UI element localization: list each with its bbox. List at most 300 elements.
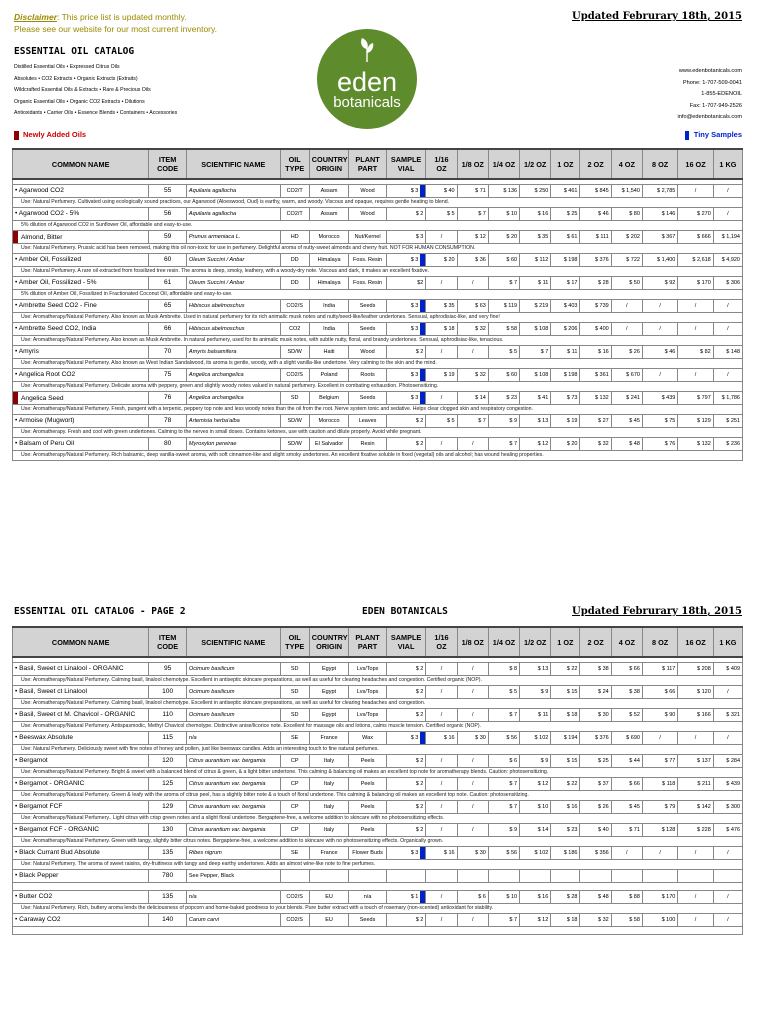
tiny-samples-legend: [685, 130, 742, 140]
category-line: Antioxidants • Carrier Oils • Essence Blends • Containers • Accessories: [14, 110, 178, 117]
tiny-samples-label: Tiny Samples: [693, 130, 742, 139]
price-cell: $ 16: [520, 207, 551, 220]
disclaimer-label: Disclaimer: [14, 12, 57, 22]
table-row[interactable]: [13, 731, 743, 744]
page2-title: ESSENTIAL OIL CATALOG - PAGE 2: [14, 606, 186, 617]
table-row[interactable]: [13, 391, 743, 404]
usage-note-text: Use: Aromatherapy/Natural Perfumery. Calming basil, linalool chemotype. Excellent in antiseptic skincare preparations, as well as useful for clearing headaches and congestion. Certified organic (NOP).: [21, 677, 482, 683]
price-cell: $ 270: [678, 207, 713, 220]
oil-type: SD: [280, 391, 309, 404]
price-cell: $ 102: [520, 731, 551, 744]
plant-part: Seeds: [349, 299, 386, 312]
price-cell: $ 18: [551, 913, 580, 926]
scientific-name: Angelica archangelica: [186, 368, 280, 381]
price-cell: $ 111: [580, 230, 611, 243]
country-origin: Himalaya: [309, 276, 349, 289]
email-link[interactable]: info@edenbotanicals.com: [677, 114, 742, 121]
sample-vial-tiny: $ 3: [386, 391, 426, 404]
oil-type: CO2/T: [280, 184, 309, 197]
price-cell: /: [426, 685, 457, 698]
column-header: ITEM CODE: [149, 149, 186, 179]
price-cell: $ 32: [580, 437, 611, 450]
catalog-title: ESSENTIAL OIL CATALOG: [14, 46, 135, 57]
sample-vial-tiny: $ 3: [386, 253, 426, 266]
price-cell: [426, 869, 457, 882]
price-cell: $ 13: [520, 662, 551, 675]
item-code: 110: [149, 708, 186, 721]
sample-vial: $ 2: [386, 800, 426, 813]
price-cell: $ 30: [580, 708, 611, 721]
leaf-icon: [359, 37, 375, 63]
column-header: 8 OZ: [642, 149, 677, 179]
table-row[interactable]: [13, 299, 743, 312]
common-name: • Bergamot FCF: [13, 800, 149, 813]
oil-type: CO2/T: [280, 207, 309, 220]
table-row[interactable]: [13, 368, 743, 381]
table-row[interactable]: [13, 662, 743, 675]
sample-vial: $2: [386, 276, 426, 289]
price-cell: $ 23: [488, 391, 519, 404]
plant-part: Foss. Resin: [349, 253, 386, 266]
price-cell: $ 5: [426, 207, 457, 220]
country-origin: Egypt: [309, 685, 349, 698]
country-origin: Egypt: [309, 708, 349, 721]
price-cell: $ 12: [520, 437, 551, 450]
scientific-name: Oleum Succini / Anbar: [186, 253, 280, 266]
price-cell: $ 18: [551, 708, 580, 721]
price-table-page1: [12, 148, 743, 461]
price-cell: $ 15: [551, 754, 580, 767]
column-header: 4 OZ: [611, 627, 642, 657]
price-cell: $ 15: [551, 685, 580, 698]
common-name: • Agarwood CO2: [13, 184, 149, 197]
sample-vial-tiny: $ 3: [386, 846, 426, 859]
new-oil-marker: [13, 231, 18, 243]
item-code: 95: [149, 662, 186, 675]
item-code: 70: [149, 345, 186, 358]
usage-note: [13, 790, 743, 800]
column-header: SAMPLE VIAL: [386, 149, 426, 179]
table-row[interactable]: [13, 230, 743, 243]
plant-part: Seeds: [349, 322, 386, 335]
common-name: • Balsam of Peru Oil: [13, 437, 149, 450]
usage-note: [13, 767, 743, 777]
price-cell: [520, 869, 551, 882]
oil-type: SD: [280, 685, 309, 698]
price-cell: $ 690: [611, 731, 642, 744]
sample-vial: $ 2: [386, 754, 426, 767]
usage-note-text: Use: Natural Perfumery. Rich, buttery aroma lends the deliciousness of popcorn and home-baked goodness to your blends. Pure butter extract with a touch of rosemary (non-scented) antioxidant for stability.: [21, 905, 494, 911]
table-row[interactable]: [13, 777, 743, 790]
oil-type: CO2/S: [280, 913, 309, 926]
country-origin: France: [309, 846, 349, 859]
country-origin: Italy: [309, 800, 349, 813]
item-code: 60: [149, 253, 186, 266]
table-row[interactable]: [13, 890, 743, 903]
sample-vial-tiny: $ 3: [386, 731, 426, 744]
column-header: 16 OZ: [678, 627, 713, 657]
country-origin: Assam: [309, 184, 349, 197]
table-row[interactable]: [13, 869, 743, 882]
price-cell: /: [713, 184, 742, 197]
price-cell: [551, 869, 580, 882]
price-cell: $ 56: [488, 731, 519, 744]
price-cell: $ 118: [642, 777, 677, 790]
price-cell: /: [713, 913, 742, 926]
usage-note: [13, 859, 743, 869]
price-cell: $ 30: [457, 731, 488, 744]
item-code: 65: [149, 299, 186, 312]
price-cell: $ 45: [611, 414, 642, 427]
table-row[interactable]: [13, 253, 743, 266]
scientific-name: Aquilaria agallocha: [186, 184, 280, 197]
price-cell: $ 7: [488, 913, 519, 926]
price-cell: $ 12: [520, 777, 551, 790]
newly-added-label: Newly Added Oils: [23, 130, 87, 139]
table-row[interactable]: [13, 754, 743, 767]
plant-part: Resin: [349, 437, 386, 450]
plant-part: Peels: [349, 823, 386, 836]
price-cell: /: [426, 437, 457, 450]
country-origin: Italy: [309, 754, 349, 767]
price-cell: $ 236: [713, 437, 742, 450]
page2-brand: EDEN BOTANICALS: [362, 606, 448, 617]
eden-botanicals-logo: [317, 29, 417, 129]
price-cell: $ 14: [457, 391, 488, 404]
price-cell: $ 722: [611, 253, 642, 266]
price-cell: $ 7: [457, 207, 488, 220]
sample-vial: $ 2: [386, 777, 426, 790]
price-cell: $ 73: [551, 391, 580, 404]
table-row[interactable]: [13, 276, 743, 289]
table-row[interactable]: [13, 414, 743, 427]
sample-vial: $ 2: [386, 414, 426, 427]
price-cell: $ 142: [678, 800, 713, 813]
price-cell: $ 198: [551, 368, 580, 381]
sample-vial: $ 3: [386, 230, 426, 243]
price-cell: /: [426, 890, 457, 903]
price-cell: $ 228: [678, 823, 713, 836]
price-cell: $ 60: [488, 368, 519, 381]
price-cell: $ 24: [580, 685, 611, 698]
price-cell: $ 845: [580, 184, 611, 197]
price-cell: $ 400: [580, 322, 611, 335]
price-cell: $ 37: [580, 777, 611, 790]
item-code: 59: [149, 230, 186, 243]
oil-type: CP: [280, 800, 309, 813]
price-cell: $ 30: [457, 846, 488, 859]
price-cell: $ 1,786: [713, 391, 742, 404]
price-cell: /: [457, 777, 488, 790]
plant-part: Wax: [349, 731, 386, 744]
price-cell: [488, 869, 519, 882]
scientific-name: Ocimum basilicum: [186, 708, 280, 721]
oil-type: CP: [280, 754, 309, 767]
price-cell: $ 66: [642, 685, 677, 698]
usage-note: [13, 836, 743, 846]
item-code: 125: [149, 777, 186, 790]
oil-type: DD: [280, 253, 309, 266]
price-cell: $ 112: [520, 253, 551, 266]
table-row[interactable]: [13, 823, 743, 836]
price-cell: $ 22: [551, 777, 580, 790]
sample-vial: $ 2: [386, 437, 426, 450]
common-name: • Agarwood CO2 - 5%: [13, 207, 149, 220]
common-name: • Black Currant Bud Absolute: [13, 846, 149, 859]
table-row[interactable]: [13, 846, 743, 859]
country-origin: Assam: [309, 207, 349, 220]
price-cell: /: [678, 890, 713, 903]
price-cell: $ 16: [426, 731, 457, 744]
common-name: • Bergamot: [13, 754, 149, 767]
price-cell: $ 63: [457, 299, 488, 312]
scientific-name: Oleum Succini / Anbar: [186, 276, 280, 289]
plant-part: Wood: [349, 184, 386, 197]
usage-note-text: Use: Natural Perfumery. A rare oil extracted from fossilized tree resin. The aroma is deep, smoky, leathery, with a woody-dry note. Viscous and dark, it makes an excellent fixative.: [21, 268, 430, 274]
column-header: COUNTRY ORIGIN: [309, 149, 349, 179]
price-cell: /: [426, 345, 457, 358]
sample-vial-tiny: $ 3: [386, 184, 426, 197]
price-cell: /: [426, 823, 457, 836]
country-origin: Himalaya: [309, 253, 349, 266]
price-cell: [611, 869, 642, 882]
item-code: 55: [149, 184, 186, 197]
usage-note: [13, 721, 743, 731]
price-cell: $ 9: [520, 685, 551, 698]
usage-note-text: Use: Natural Perfumery. Cultivated using ecologically sound practices, our Agarwood (Aloeswood, Oud) is earthy, warm, and woody. Viscous and opaque, requires gentle heating to blend.: [21, 199, 450, 205]
price-cell: /: [457, 276, 488, 289]
price-cell: $ 7: [488, 777, 519, 790]
oil-type: DD: [280, 276, 309, 289]
price-cell: $ 439: [713, 777, 742, 790]
sample-vial-tiny: $ 3: [386, 368, 426, 381]
price-cell: $ 66: [611, 662, 642, 675]
price-cell: $ 7: [488, 708, 519, 721]
price-cell: /: [611, 299, 642, 312]
oil-type: HD: [280, 230, 309, 243]
price-cell: $ 76: [642, 437, 677, 450]
oil-type: SD: [280, 662, 309, 675]
price-cell: $ 18: [426, 322, 457, 335]
column-header: 1 KG: [713, 627, 742, 657]
table-row[interactable]: [13, 913, 743, 926]
price-cell: $ 9: [520, 754, 551, 767]
price-cell: $ 4,920: [713, 253, 742, 266]
sample-vial: [386, 869, 426, 882]
category-line: Organic Essential Oils • Organic CO2 Extracts • Dilutions: [14, 98, 145, 105]
table-row[interactable]: [13, 184, 743, 197]
column-header: 2 OZ: [580, 149, 611, 179]
price-cell: $ 194: [551, 731, 580, 744]
column-header: 1/2 OZ: [520, 627, 551, 657]
column-header: COMMON NAME: [13, 627, 149, 657]
column-header: 1/8 OZ: [457, 149, 488, 179]
price-cell: $ 20: [551, 437, 580, 450]
common-name: • Basil, Sweet ct M. Chavicol - ORGANIC: [13, 708, 149, 721]
usage-note: [13, 926, 743, 934]
price-cell: $ 20: [488, 230, 519, 243]
price-cell: $ 46: [580, 207, 611, 220]
price-cell: $ 670: [611, 368, 642, 381]
sample-vial-tiny: $ 3: [386, 299, 426, 312]
price-cell: /: [457, 754, 488, 767]
price-cell: $ 2,618: [678, 253, 713, 266]
price-cell: /: [713, 890, 742, 903]
price-cell: $ 241: [611, 391, 642, 404]
column-header: OIL TYPE: [280, 149, 309, 179]
category-line: Absolutes • CO2 Extracts • Organic Extracts (Extraits): [14, 75, 138, 82]
item-code: 115: [149, 731, 186, 744]
price-cell: $ 75: [642, 414, 677, 427]
column-header: PLANT PART: [349, 627, 386, 657]
usage-note-text: Use: Aromatherapy/Natural Perfumery. Calming basil, linalool chemotype. Excellent in antiseptic skincare preparations, as well as useful for clearing headaches and congestion.: [21, 700, 426, 706]
common-name: • Bergamot FCF - ORGANIC: [13, 823, 149, 836]
price-cell: $ 71: [611, 823, 642, 836]
usage-note: [13, 698, 743, 708]
country-origin: India: [309, 299, 349, 312]
item-code: 130: [149, 823, 186, 836]
plant-part: Seeds: [349, 391, 386, 404]
usage-note: [13, 335, 743, 345]
price-cell: $ 251: [713, 414, 742, 427]
price-cell: $ 82: [678, 345, 713, 358]
usage-note: [13, 289, 743, 299]
sample-vial-tiny: $ 3: [386, 322, 426, 335]
price-cell: /: [713, 685, 742, 698]
price-cell: $ 46: [642, 345, 677, 358]
price-cell: $ 146: [642, 207, 677, 220]
updated-date: Updated Februrary 18th, 2015: [572, 11, 742, 22]
item-code: 780: [149, 869, 186, 882]
price-cell: $ 27: [580, 414, 611, 427]
country-origin: EU: [309, 890, 349, 903]
common-name: • Caraway CO2: [13, 913, 149, 926]
usage-note: [13, 675, 743, 685]
price-cell: [457, 869, 488, 882]
price-cell: $ 12: [457, 230, 488, 243]
table-row[interactable]: [13, 437, 743, 450]
table-row[interactable]: [13, 345, 743, 358]
common-name: • Beeswax Absolute: [13, 731, 149, 744]
table-row[interactable]: [13, 708, 743, 721]
price-cell: $ 128: [642, 823, 677, 836]
category-line: Distilled Essential Oils • Expressed Citrus Oils: [14, 64, 120, 70]
column-header: 1 KG: [713, 149, 742, 179]
price-cell: $ 219: [520, 299, 551, 312]
price-cell: /: [457, 662, 488, 675]
website-link[interactable]: www.edenbotanicals.com: [678, 68, 742, 74]
common-name: • Angelica Root CO2: [13, 368, 149, 381]
price-cell: $ 797: [678, 391, 713, 404]
price-cell: $ 202: [611, 230, 642, 243]
oil-type: CO2/S: [280, 890, 309, 903]
price-cell: /: [426, 230, 457, 243]
usage-note-text: Use: Aromatherapy/Natural Perfumery. Rich balsamic, deep vanilla-sweet aroma, with soft cinnamon-like and slight smoky undertones. An excellent fixative soluble in fixed (vegetal) oils and alcohol; has wound healing properties.: [21, 452, 544, 458]
price-cell: $ 45: [611, 800, 642, 813]
usage-note: [13, 266, 743, 276]
price-cell: $ 198: [551, 253, 580, 266]
usage-note: [13, 197, 743, 207]
plant-part: Seeds: [349, 913, 386, 926]
oil-type: SD: [280, 708, 309, 721]
table-row[interactable]: [13, 207, 743, 220]
item-code: 100: [149, 685, 186, 698]
price-cell: /: [426, 913, 457, 926]
price-cell: /: [426, 708, 457, 721]
price-cell: $ 16: [426, 846, 457, 859]
column-header: PLANT PART: [349, 149, 386, 179]
price-cell: $ 58: [611, 913, 642, 926]
price-cell: $ 9: [488, 823, 519, 836]
price-cell: /: [457, 913, 488, 926]
price-cell: $ 14: [520, 823, 551, 836]
usage-note-text: Use: Aromatherapy/Natural Perfumery. Bright & sweet with a balanced blend of citrus & green, & a light bitter undertone. This calming & balancing oil makes an excellent top note for aromatherapy blends. Caution: photosensitizing.: [21, 769, 549, 775]
country-origin: Egypt: [309, 662, 349, 675]
country-origin: [309, 869, 349, 882]
scientific-name: Ocimum basilicum: [186, 662, 280, 675]
price-cell: $ 5: [488, 345, 519, 358]
table-row[interactable]: [13, 322, 743, 335]
country-origin: Belgium: [309, 391, 349, 404]
scientific-name: Carum carvi: [186, 913, 280, 926]
common-name: • Amber Oil, Fossilized - 5%: [13, 276, 149, 289]
price-cell: $ 66: [611, 777, 642, 790]
phone: Phone: 1-707-509-0041: [682, 79, 742, 86]
price-cell: $ 10: [520, 800, 551, 813]
usage-note: [13, 312, 743, 322]
price-cell: $ 306: [713, 276, 742, 289]
table-row[interactable]: [13, 685, 743, 698]
price-cell: /: [426, 276, 457, 289]
page2-updated-date: Updated Februrary 18th, 2015: [572, 606, 742, 617]
price-cell: /: [426, 754, 457, 767]
column-header: 1 OZ: [551, 149, 580, 179]
oil-type: CO2/S: [280, 368, 309, 381]
country-origin: Italy: [309, 777, 349, 790]
scientific-name: Myroxylon pereirae: [186, 437, 280, 450]
price-cell: /: [713, 207, 742, 220]
oil-type: SE: [280, 731, 309, 744]
oil-type: SD/W: [280, 345, 309, 358]
item-code: 129: [149, 800, 186, 813]
price-cell: $ 7: [520, 345, 551, 358]
usage-note-text: Use: Aromatherapy/Natural Perfumery. Also known as Musk Ambrette. In natural perfumery, used for its animalic musk notes, with subtle nutty, floral, and brandy undertones. Sensual, aphrodisiac-like, tenacious.: [21, 337, 504, 343]
price-table-page2: [12, 626, 743, 935]
table-row[interactable]: [13, 800, 743, 813]
country-origin: Morocco: [309, 230, 349, 243]
country-origin: Haiti: [309, 345, 349, 358]
price-cell: $ 476: [713, 823, 742, 836]
price-cell: /: [713, 731, 742, 744]
price-cell: [678, 869, 713, 882]
usage-note: [13, 358, 743, 368]
column-header: COMMON NAME: [13, 149, 149, 179]
common-name: Almond, Bitter: [13, 230, 149, 243]
price-cell: $ 92: [642, 276, 677, 289]
scientific-name: Citrus aurantium var. bergamia: [186, 754, 280, 767]
plant-part: Lvs/Tops: [349, 662, 386, 675]
price-cell: $ 186: [551, 846, 580, 859]
price-cell: $ 71: [457, 184, 488, 197]
usage-note: [13, 243, 743, 253]
usage-note-text: Use: Aromatherapy/Natural Perfumery. Also known as Musk Ambrette. Used in natural perfumery for its rich animalic musk notes and nutty/seed-like/leather undertones. Sensual, aphrodisiac-like, and very fine!: [21, 314, 500, 320]
price-cell: $ 35: [426, 299, 457, 312]
price-cell: $ 376: [580, 731, 611, 744]
price-cell: $ 409: [713, 662, 742, 675]
scientific-name: n/a: [186, 731, 280, 744]
price-cell: $ 7: [488, 800, 519, 813]
price-cell: $ 108: [520, 322, 551, 335]
